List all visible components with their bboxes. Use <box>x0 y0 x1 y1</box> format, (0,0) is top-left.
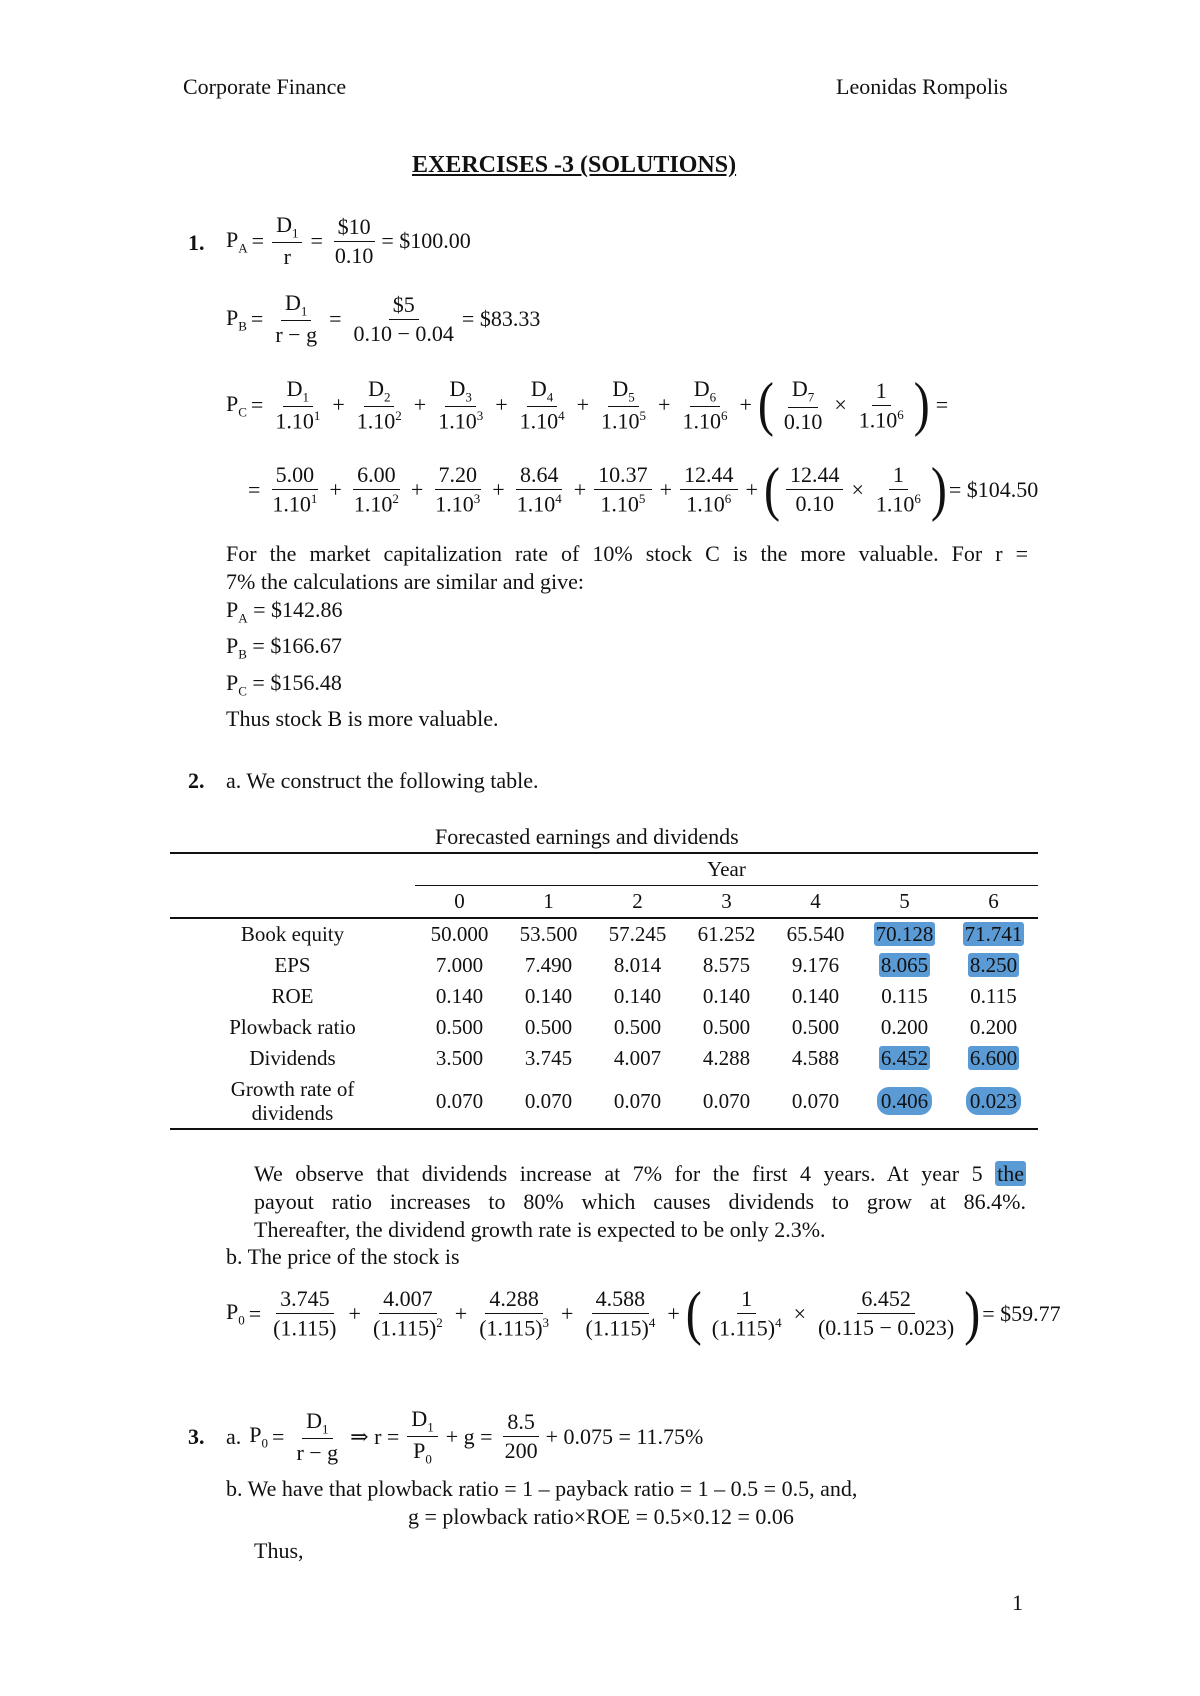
pb-fraction-2: $\frac{\$5}{0.10 - 0.04}$ <box>353 291 454 346</box>
table-row: Dividends 3.500 3.745 4.007 4.288 4.588 6.452 6.600 <box>249 1046 1018 1070</box>
equation-p0: $P_0$ = $\frac{3.745}{(1.115)}$ + $\frac{4.007}{(1.115)^2}$ + $\frac{4.288}{(1.115)^3}$ + $\frac{4.588}{(1.115)^4}$ + ( $\frac{1}{(1.115)^4}$ × $\frac{6.452}{(0.115 - 0.023)}$ ) = $59.77 <box>226 1279 1061 1347</box>
result-pb: $P_B$ = $166.67 <box>226 633 342 662</box>
header-right: Leonidas Rompolis <box>836 74 1008 99</box>
q2-b-text: b. The price of the stock is <box>226 1244 460 1269</box>
pb-fraction-1: $\frac{D_1}{r - g}$ <box>275 290 318 348</box>
table-row: Book equity 50.000 53.500 57.245 61.252 65.540 70.128 71.741 <box>240 922 1023 946</box>
table-row: EPS 7.000 7.490 8.014 8.575 9.176 8.065 8.250 <box>274 953 1018 977</box>
result-pc: $P_C$ = $156.48 <box>226 669 342 699</box>
table-row: Growth rate of dividends 0.070 0.070 0.070 0.070 0.070 0.406 0.023 <box>170 1074 1038 1129</box>
table-row: Plowback ratio 0.500 0.500 0.500 0.500 0.500 0.200 0.200 <box>229 1015 1018 1039</box>
equation-pa: $P_A$ = $\frac{D_1}{r}$ = $\frac{\$10}{0.10}$ = $100.00 <box>226 212 471 270</box>
result-pa: $P_A$ = $142.86 <box>226 597 343 626</box>
pa-fraction-2: $\frac{\$10}{0.10}$ <box>334 213 374 268</box>
page-title: EXERCISES -3 (SOLUTIONS) <box>412 152 737 178</box>
question-2-number: 2. <box>188 768 205 793</box>
q3-b-line1: b. We have that plowback ratio = 1 – payback ratio = 1 – 0.5 = 0.5, and, <box>226 1476 858 1501</box>
equation-pc-line1: $P_C$ = $\frac{D_1}{1.10^1}$ + $\frac{D_2}{1.10^2}$ + $\frac{D_3}{1.10^3}$ + $\frac{D_4}{1.10^4}$ + $\frac{D_5}{1.10^5}$ + $\frac{D_6}{1.10^6}$ + ( $\frac{D_7}{0.10}$ × $\frac{1}{1.10^6}$ ) = <box>226 371 949 438</box>
pb-lhs: $P_B$ <box>226 304 247 333</box>
table-row: ROE 0.140 0.140 0.140 0.140 0.140 0.115 0.115 <box>271 984 1017 1008</box>
q3-b-line2: g = plowback ratio×ROE = 0.5×0.12 = 0.06 <box>408 1504 794 1529</box>
year-header: Year <box>415 854 1038 886</box>
pa-fraction-1: $\frac{D_1}{r}$ <box>272 212 302 270</box>
question-1-number: 1. <box>188 230 205 255</box>
equation-q3a: a. $P_0$ = $\frac{D_1}{r - g}$ ⇒ r = $\frac{D_1}{P_0}$ + g = $\frac{8.5}{200}$ + 0.075 = 11.75% <box>226 1406 704 1467</box>
q2-intro: a. We construct the following table. <box>226 768 539 793</box>
table-header-row: 0 1 2 3 4 5 6 <box>170 886 1038 919</box>
q2-observation: We observe that dividends increase at 7% for the first 4 years. At year 5 the payout ratio increases to 80% which causes dividends to grow at 86.4%. Thereafter, the dividend growth rate is expected to be only 2.3%. <box>254 1161 1026 1242</box>
header-left: Corporate Finance <box>183 74 347 99</box>
equation-pb: $P_B$ = $\frac{D_1}{r - g}$ = $\frac{\$5}{0.10 - 0.04}$ = $83.33 <box>226 290 541 348</box>
pb-result: = $83.33 <box>461 306 541 332</box>
question-3-number: 3. <box>188 1424 205 1449</box>
table-title: Forecasted earnings and dividends <box>435 824 739 849</box>
forecast-table <box>170 852 1038 1130</box>
q3-thus: Thus, <box>254 1538 304 1563</box>
pa-lhs: $P_A$ <box>226 226 248 255</box>
page-number: 1 <box>1012 1590 1023 1615</box>
pa-result: = $100.00 <box>381 228 471 254</box>
p0-result: = $59.77 <box>982 1300 1061 1326</box>
pc-result: = $104.50 <box>948 476 1039 502</box>
q1-explanation: For the market capitalization rate of 10% stock C is the more valuable. For r = 7% the calculations are similar and give: $P_A$ = $142.86 $P_B$ = $166.67 $P_C$ = $156.48 Thus stock B is more valuable. <box>226 541 1028 732</box>
equation-pc-line2: = $\frac{5.00}{1.10^1}$ + $\frac{6.00}{1.10^2}$ + $\frac{7.20}{1.10^3}$ + $\frac{8.64}{1.10^4}$ + $\frac{10.37}{1.10^5}$ + $\frac{12.44}{1.10^6}$ + ( $\frac{12.44}{0.10}$ × $\frac{1}{1.10^6}$ ) = $104.50 <box>248 455 1039 523</box>
